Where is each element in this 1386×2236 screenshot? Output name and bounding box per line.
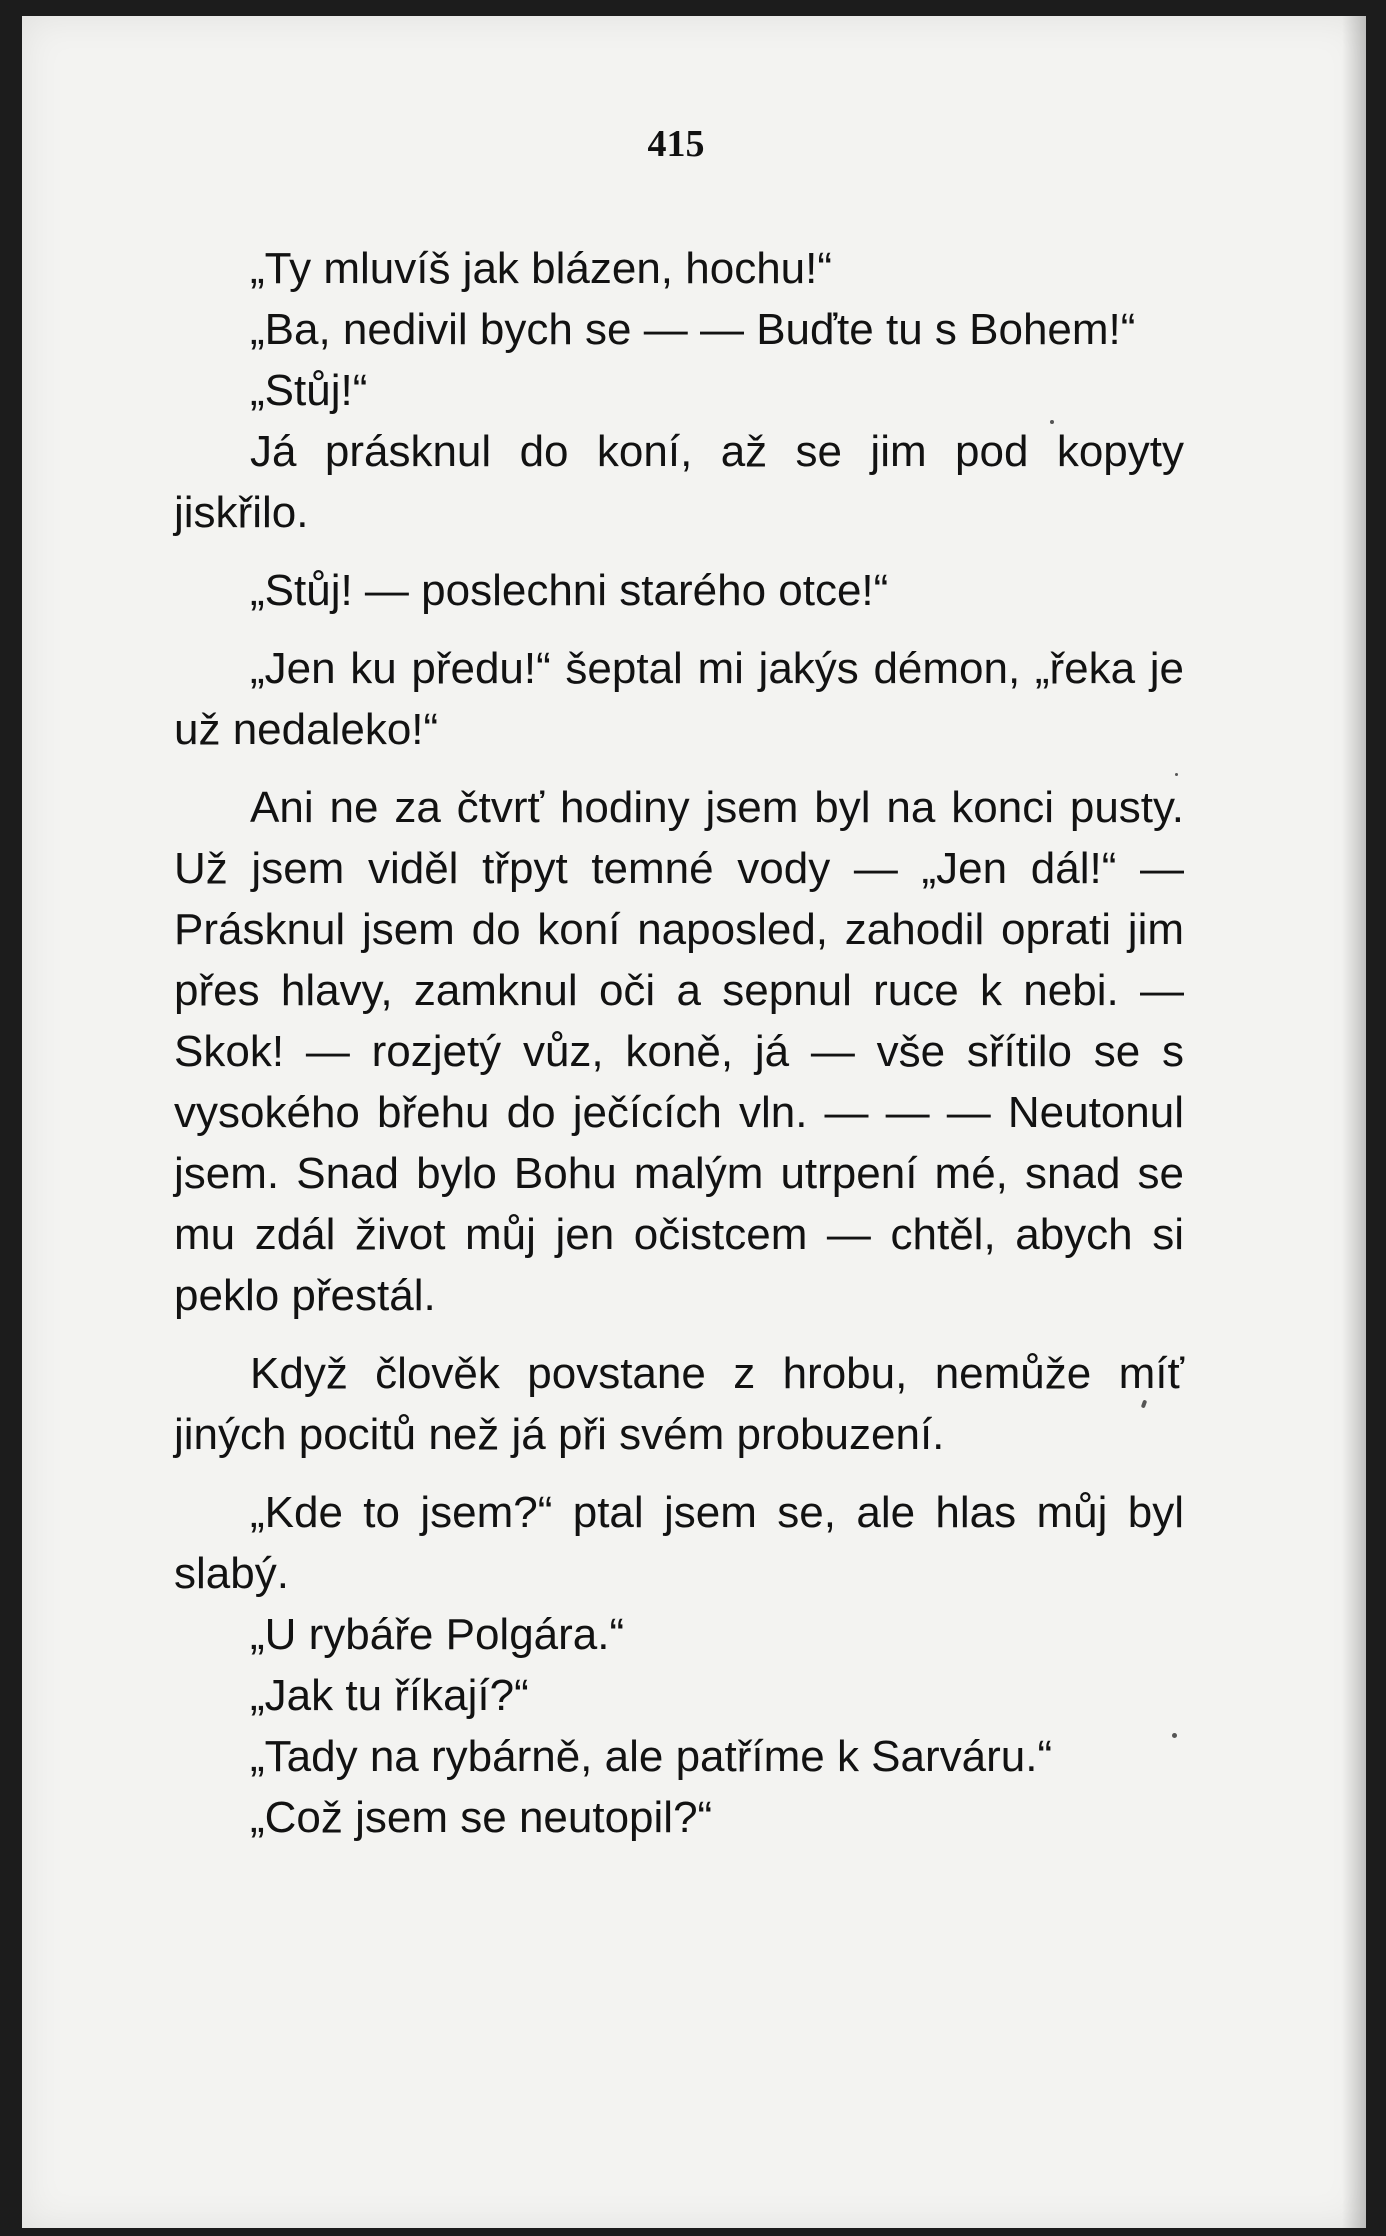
paragraph: „Tady na rybárně, ale patříme k Sarváru.“: [250, 1732, 1053, 1781]
paragraph: „Stůj! — poslechni starého otce!“: [250, 566, 889, 615]
paragraph: „U rybáře Polgára.“: [250, 1610, 625, 1659]
paragraph: Ani ne za čtvrť hodiny jsem byl na konci pusty. Už jsem viděl třpyt temné vody — „Jen dál!“ — Prásknul jsem do koní naposled, zahodil oprati jim přes hlavy, zamknul oči a sepnul ruce k nebi. — Skok! — rozjetý vůz, koně, já — vše sřítilo se s vysokého břehu do ječících vln. — — — Neutonul jsem. Snad bylo Bohu malým utrpení mé, snad se mu zdál život můj jen očistcem — chtěl, abych si peklo přestál.: [174, 783, 1184, 1320]
paragraph: „Ty mluvíš jak blázen, hochu!“: [250, 244, 833, 293]
page-edge-shadow: [1342, 16, 1366, 2228]
paragraph: „Jen ku předu!“ šeptal mi jakýs démon, „řeka je už nedaleko!“: [174, 644, 1184, 754]
body-text: [174, 238, 1184, 1848]
paragraph: Já prásknul do koní, až se jim pod kopyty jiskřilo.: [174, 427, 1184, 537]
paragraph: Když člověk povstane z hrobu, nemůže míť jiných pocitů než já při svém probuzení.: [174, 1349, 1184, 1459]
paragraph: „Stůj!“: [250, 366, 368, 415]
paragraph: „Jak tu říkají?“: [250, 1671, 529, 1720]
ink-speck: [1050, 420, 1054, 424]
paragraph: „Ba, nedivil bych se — — Buďte tu s Bohem!“: [250, 305, 1136, 354]
ink-speck: [1172, 1733, 1177, 1738]
paragraph: „Což jsem se neutopil?“: [250, 1793, 713, 1842]
ink-speck: [1175, 773, 1178, 776]
page-number: 415: [647, 123, 705, 165]
paragraph: „Kde to jsem?“ ptal jsem se, ale hlas můj byl slabý.: [174, 1488, 1184, 1598]
